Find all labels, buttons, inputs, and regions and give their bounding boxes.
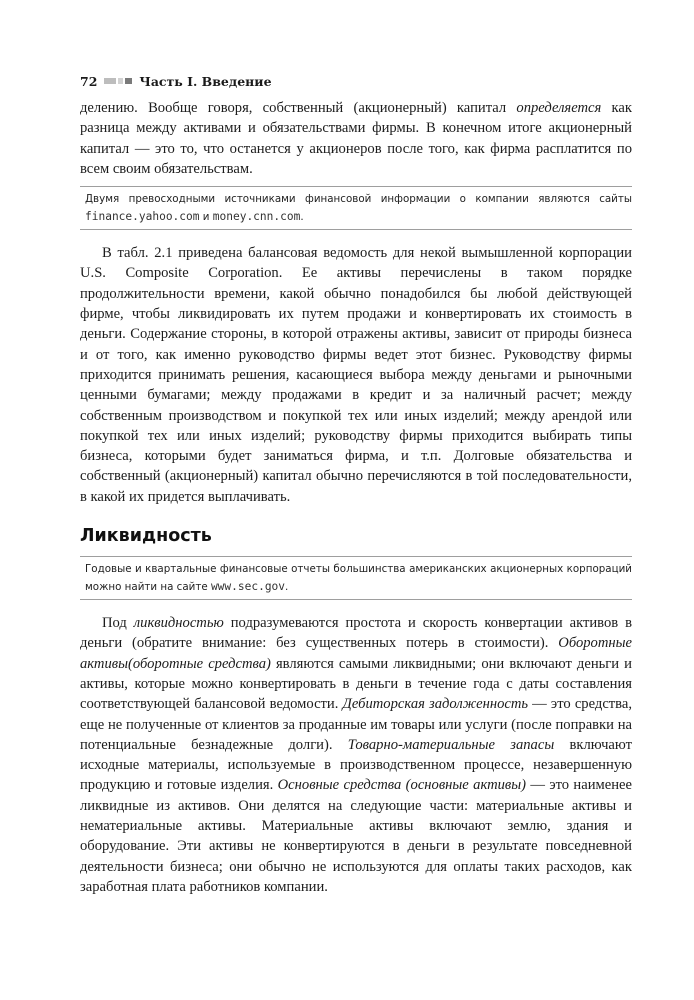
website-link-yahoo[interactable]: finance.yahoo.com	[85, 210, 200, 224]
page-number: 72	[80, 73, 98, 89]
emphasis-term: Основные средства (основные активы)	[277, 777, 526, 794]
paragraph-text: подразумеваются простота и скорость конвертации активов в деньги (обратите внимание: без существенных потерь в стоимости).	[80, 615, 632, 652]
section-heading: Ликвидность	[80, 526, 212, 547]
paragraph-text: делению. Вообще говоря, собственный (акционерный) капитал	[80, 100, 517, 116]
book-page	[80, 66, 632, 897]
paragraph-text: — это наименее ликвидные из активов. Они делятся на следующие части: материальные активы и нематериальные активы. Материальные активы включают землю, здания и оборудование. Эти активы не конвертируются в деньги в результате повседневной деятельности бизнеса; они обычно не используются для оплаты таких расходов, как заработная плата работников компании.	[80, 777, 633, 895]
paragraph-text: включают исходные материалы, используемые в производственном процессе, незавершенную продукцию и готовые изделия.	[80, 736, 632, 794]
note-text: и	[199, 211, 213, 224]
emphasis-term: Дебиторская задолженность	[342, 696, 529, 713]
sidebar-note-sources	[80, 186, 632, 230]
note-text: Годовые и квартальные финансовые отчеты большинства американских акционерных корпораций можно найти на сайте	[85, 563, 632, 594]
paragraph-text: как разница между активами и обязательствами фирмы. В конечном итоге акционерный капитал — это то, что останется у акционеров после того, как фирма расплатится по всем своим обязательствам.	[80, 100, 632, 177]
header-ornament-icon	[104, 78, 132, 84]
paragraph-balance-sheet: В табл. 2.1 приведена балансовая ведомость для некой вымышленной корпорации U.S. Composite Corporation. Ее активы перечислены в таком порядке продолжительности времени, какой обычно понадобился бы любой действующей фирме, чтобы ликвидировать их путем продажи и конвертировать их стоимость в деньги. Содержание стороны, в которой отражены активы, зависит от природы бизнеса и от того, как именно руководство фирмы ведет этот бизнес. Руководству фирмы приходится принимать решения, касающиеся выбора между деньгами и рыночными ценными бумагами; между продажами в кредит и за наличный расчет; между собственным производством и покупкой тех или иных изделий; между арендой или покупкой тех или иных изделий; руководству фирмы приходится выбирать типы бизнеса, которыми будет заниматься фирма, и т.п. Долговые обязательства и собственный (акционерный) капитал обычно перечисляются в той последовательности, в какой их придется выплачивать.	[80, 245, 632, 505]
paragraph-text: являются самыми ликвидными; они включают деньги и активы, которые можно конвертировать в деньги в течение года с даты составления соответствующей балансовой ведомости.	[80, 655, 632, 713]
emphasis-term: Оборотные активы(оборотные средства)	[80, 635, 632, 672]
note-text: .	[300, 211, 304, 224]
paragraph-text: Под	[102, 615, 134, 632]
paragraph-liquidity	[80, 613, 632, 897]
sidebar-note-sec	[80, 556, 632, 600]
website-link-sec[interactable]: www.sec.gov	[210, 580, 286, 594]
emphasis-term: определяется	[516, 100, 602, 116]
paragraph-equity-definition	[80, 98, 632, 179]
paragraph-text: — это средства, еще не полученные от клиентов за проданные им товары или услуги (после поправки на потенциальные безнадежные долги).	[80, 696, 632, 753]
website-link-cnn[interactable]: money.cnn.com	[212, 210, 301, 224]
emphasis-term: Товарно-материальные запасы	[347, 736, 555, 753]
emphasis-term: ликвидностью	[133, 615, 224, 632]
note-text: .	[285, 581, 289, 594]
running-head	[80, 66, 632, 96]
chapter-title: Часть I. Введение	[139, 73, 272, 89]
note-text: Двумя превосходными источниками финансовой информации о компании являются сайты	[85, 193, 632, 206]
